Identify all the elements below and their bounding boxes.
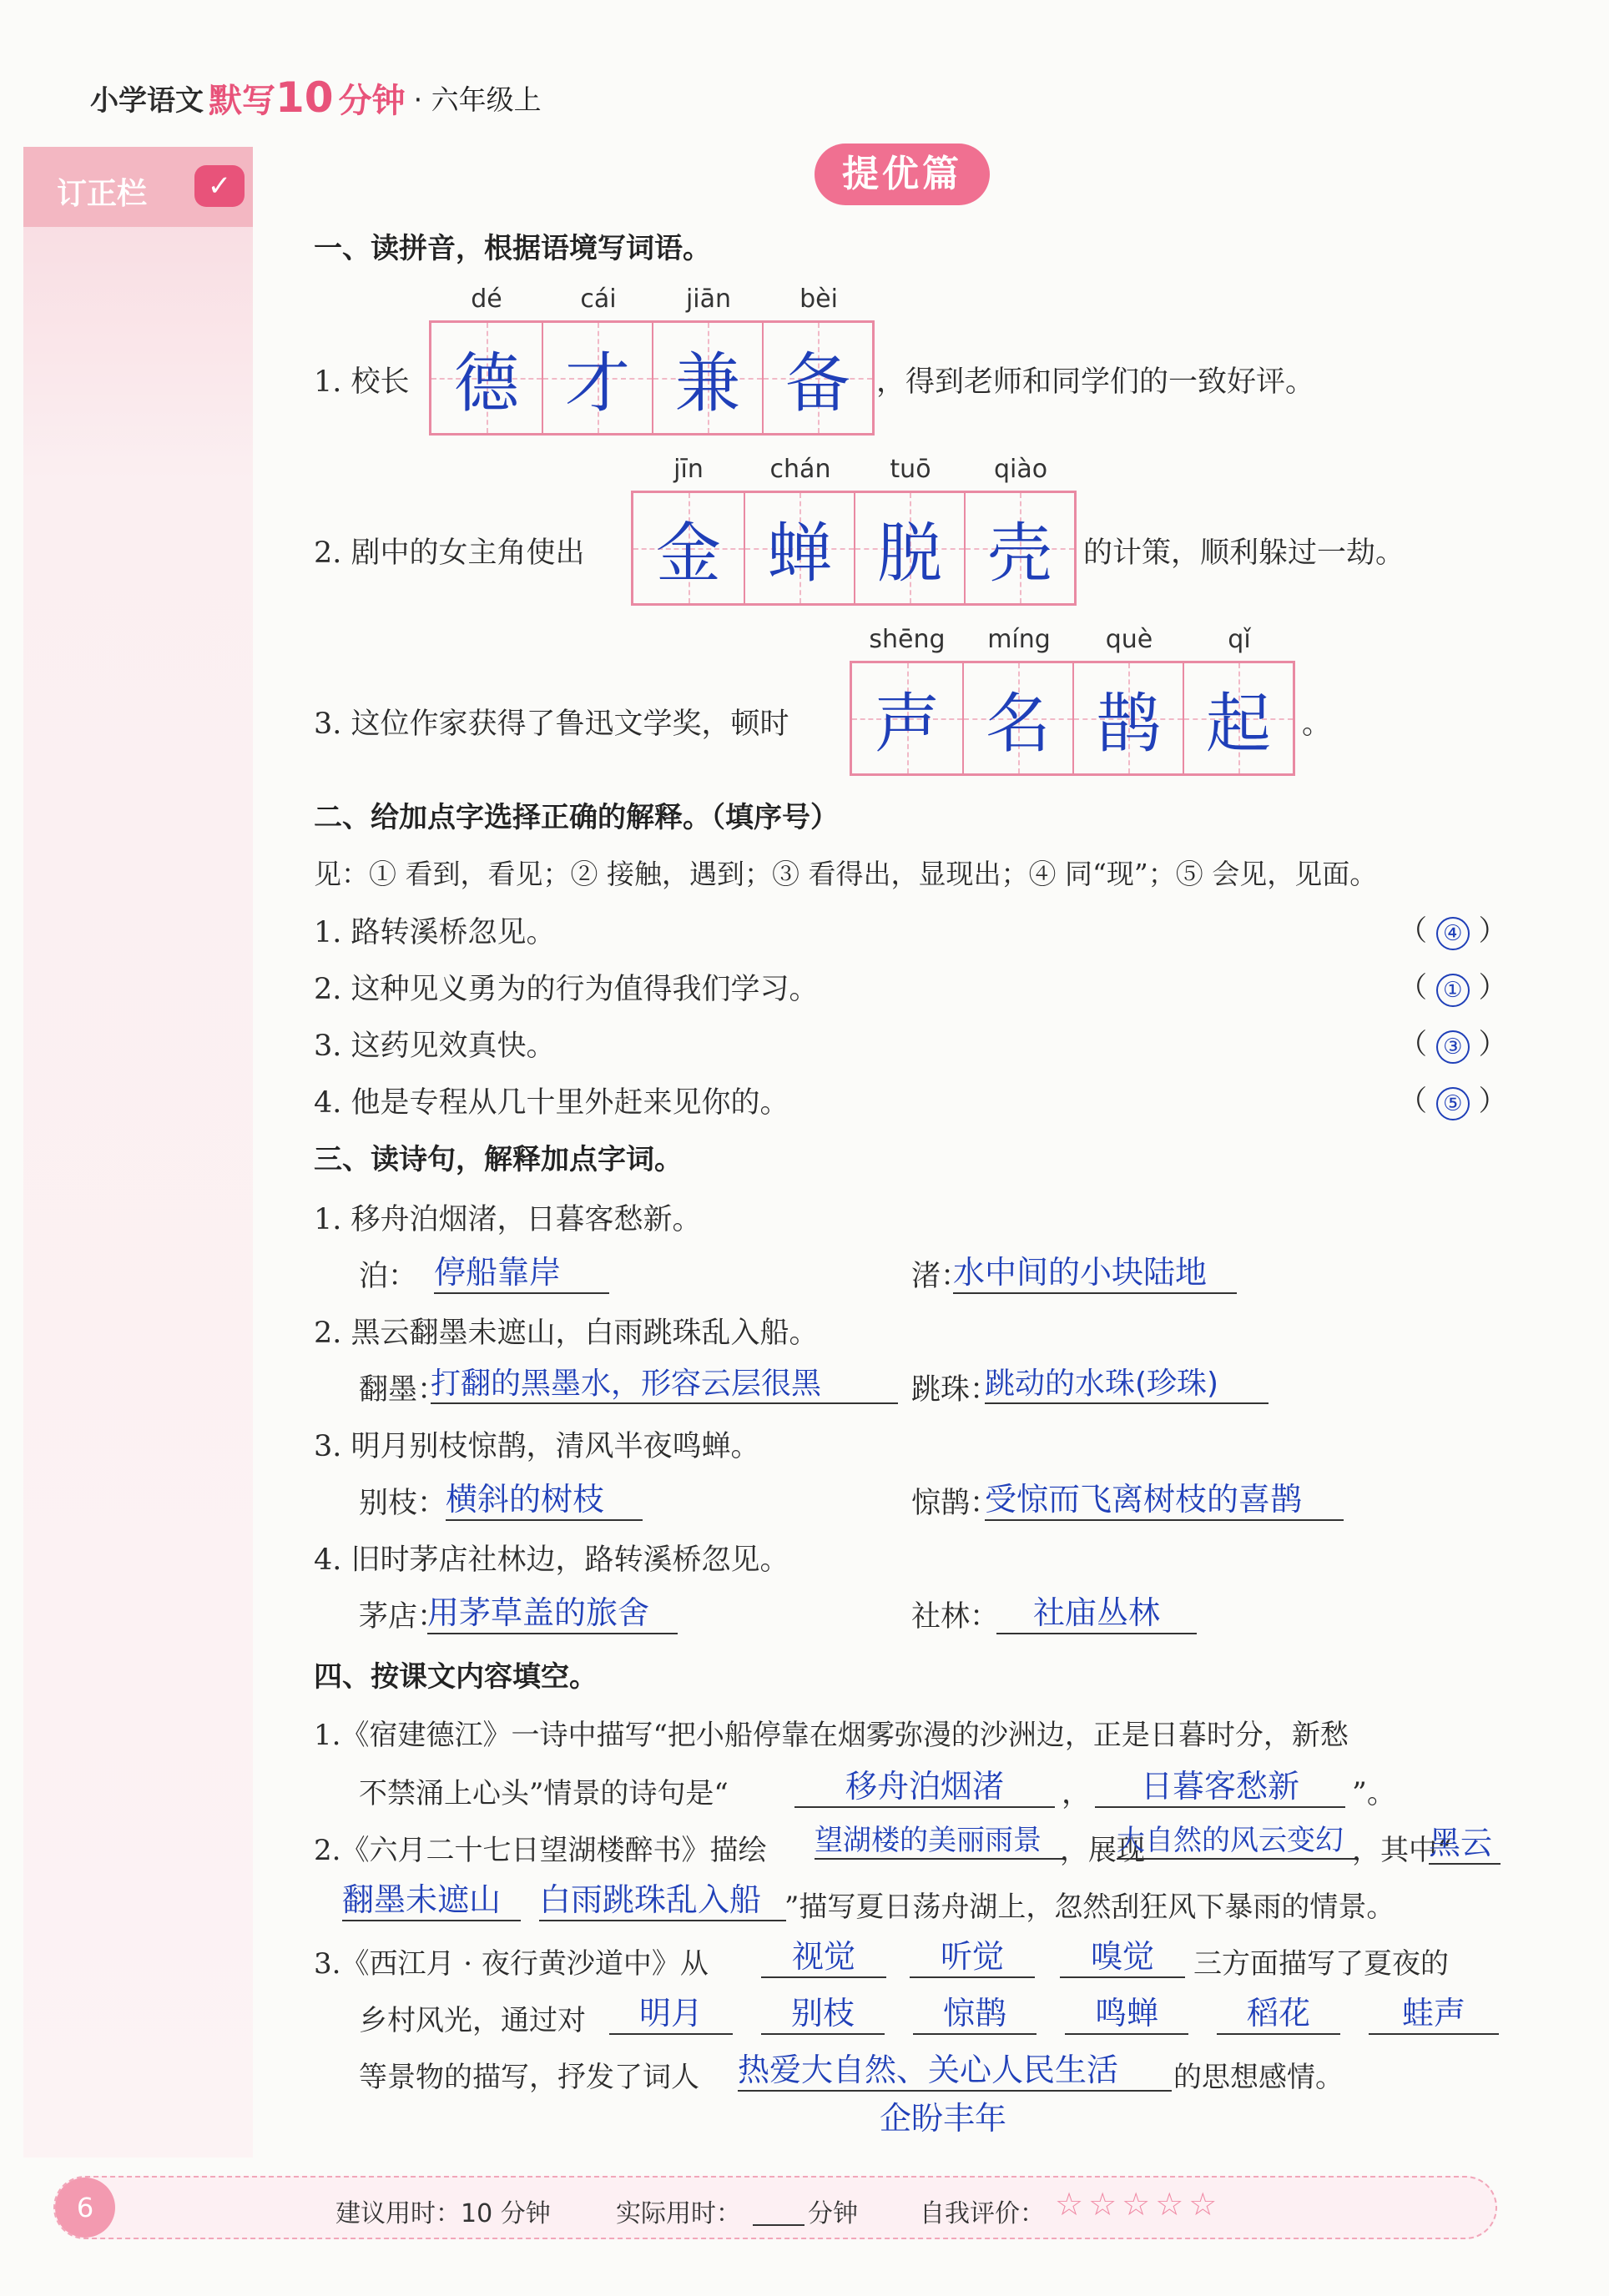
header-brand: 默写 [209,81,275,120]
check-icon: ✓ [194,165,245,207]
s3-answer: 横斜的树枝 [446,1473,643,1521]
s1-q3-prefix: 3. 这位作家获得了鲁迅文学奖，顿时 [314,707,789,741]
s3-answer: 打翻的黑墨水，形容云层很黑 [431,1360,898,1404]
self-eval-label: 自我评价： [920,2199,1045,2228]
s4-q2-answer-3: 黑云 [1429,1817,1501,1865]
header-grade: · 六年级上 [413,83,542,116]
pinyin: chán [769,455,831,484]
s1-q2-cell [633,455,744,603]
s1-q1-cell [542,284,652,433]
s3-answer: 跳动的水珠(珍珠) [985,1360,1269,1404]
book-header [90,73,542,122]
s1-q1-cell [762,284,872,433]
pinyin: tuō [890,455,931,484]
header-brand-suffix: 分钟 [338,81,406,120]
pinyin: bèi [799,284,838,314]
section-1-title: 一、读拼音，根据语境写词语。 [314,232,711,265]
s3-line-1: 1. 移舟泊烟渚，日暮客愁新。 [314,1203,702,1236]
s4-q3-mid-2: 乡村风光，通过对 [359,2004,586,2037]
s4-q3-item: 鸣蝉 [1065,1987,1188,2035]
s2-item-4: 4. 他是专程从几十里外赶来见你的。 [314,1086,789,1120]
s4-q1-sep: ， [1062,1777,1092,1810]
suggested-time: 建议用时：10 分钟 [335,2199,551,2228]
s4-q2-answer-2: 大自然的风云变幻 [1117,1817,1359,1860]
s4-q2-mid-2: ，其中“ [1352,1834,1452,1867]
s4-q1-answer-2: 日暮客愁新 [1095,1760,1345,1808]
answer-char: 德 [453,346,519,421]
answer-char: 脱 [876,516,942,592]
s1-q3-cell [852,625,962,773]
s2-definition: 见：① 看到，看见；② 接触，遇到；③ 看得出，显现出；④ 同“现”；⑤ 会见，见面。 [314,858,1378,890]
footer-bar [53,2176,1497,2239]
s1-q1-prefix: 1. 校长 [314,365,410,399]
s4-q1-answer-1: 移舟泊烟渚 [794,1760,1055,1808]
answer-char: 兼 [674,346,740,421]
s4-q2-suffix: ”描写夏日荡舟湖上，忽然刮狂风下暴雨的情景。 [784,1891,1395,1924]
s1-q1-cell [431,284,542,433]
section-2-title: 二、给加点字选择正确的解释。（填序号） [314,801,839,834]
s4-q3-item: 蛙声 [1369,1987,1499,2035]
s4-q3-extra-answer: 企盼丰年 [880,2100,1007,2137]
s4-q3-answer: 热爱大自然、关心人民生活 [738,2044,1172,2092]
header-prefix: 小学语文 [90,83,204,118]
s4-q2-answer-5: 白雨跳珠乱入船 [539,1874,786,1921]
s4-q3-prefix: 3.《西江月 · 夜行黄沙道中》从 [314,1947,709,1981]
s3-line-2: 2. 黑云翻墨未遮山，白雨跳珠乱入船。 [314,1317,819,1350]
s1-q3-cell [962,625,1072,773]
s4-q3-sense: 听觉 [910,1931,1035,1978]
s3-line-4: 4. 旧时茅店社林边，路转溪桥忽见。 [314,1543,789,1577]
s2-answer-4: （ ⑤ ） [1399,1078,1507,1120]
s1-q1-suffix: ，得到老师和同学们的一致好评。 [876,365,1315,399]
actual-time-unit: 分钟 [808,2199,858,2228]
answer: ③ [1436,1030,1470,1064]
s4-q3-sense: 嗅觉 [1060,1931,1185,1978]
actual-time-blank[interactable] [753,2224,804,2226]
s4-q3-mid-1: 三方面描写了夏夜的 [1193,1947,1449,1981]
pinyin: jiān [685,284,732,314]
s1-q2-cell [744,455,854,603]
s3-answer: 水中间的小块陆地 [953,1246,1237,1294]
s3-key: 茅店： [359,1600,447,1634]
s3-key: 渚： [911,1260,971,1293]
s3-key: 跳珠： [911,1373,1000,1407]
s4-q2-mid-1: ，展现 [1060,1834,1145,1867]
s4-q1-line-1: 1.《宿建德江》一诗中描写“把小船停靠在烟雾弥漫的沙洲边，正是日暮时分，新愁 [314,1719,1349,1752]
s3-line-3: 3. 明月别枝惊鹊，清风半夜鸣蝉。 [314,1430,760,1463]
s4-q3-item: 惊鹊 [913,1987,1037,2035]
answer-char: 名 [985,687,1051,762]
section-3-title: 三、读诗句，解释加点字词。 [314,1143,683,1176]
pinyin: qǐ [1228,625,1251,654]
s1-q2-cell [854,455,964,603]
s1-q2-suffix: 的计策，顺利躲过一劫。 [1083,536,1405,570]
answer-char: 金 [655,516,721,592]
s2-answer-3: （ ③ ） [1399,1021,1507,1064]
s4-q1-end: ”。 [1352,1777,1396,1810]
answer-char: 鹊 [1095,687,1161,762]
s4-q2-prefix: 2.《六月二十七日望湖楼醉书》描绘 [314,1834,767,1867]
s3-answer: 受惊而飞离树枝的喜鹊 [985,1473,1344,1521]
answer-char: 才 [564,346,630,421]
answer: ① [1436,974,1470,1007]
pinyin: shēng [869,625,946,654]
s1-q1-cell [652,284,762,433]
section-banner: 提优篇 [815,144,990,205]
answer: ⑤ [1436,1087,1470,1120]
s4-q1-line-2: 不禁涌上心头”情景的诗句是“ [359,1777,729,1810]
s2-item-2: 2. 这种见义勇为的行为值得我们学习。 [314,973,819,1006]
s4-q3-mid-3: 等景物的描写，抒发了词人 [359,2061,699,2094]
s4-q3-item: 别枝 [761,1987,885,2035]
s2-answer-2: （ ① ） [1399,964,1507,1007]
pinyin: jīn [673,455,704,484]
answer-char: 声 [874,687,940,762]
s4-q3-suffix: 的思想感情。 [1173,2061,1344,2094]
s2-item-1: 1. 路转溪桥忽见。 [314,916,556,949]
s1-q2-cell [964,455,1074,603]
s2-answer-1: （ ④ ） [1399,908,1507,950]
s3-answer: 用茅草盖的旅舍 [427,1587,678,1634]
s1-q2-prefix: 2. 剧中的女主角使出 [314,536,585,570]
s1-q1-grid [429,284,875,436]
s1-q3-cell [1183,625,1293,773]
correction-label: 订正栏 [57,177,148,211]
correction-sidebar [23,147,253,2158]
s1-q2-grid [631,455,1077,606]
section-4-title: 四、按课文内容填空。 [314,1660,598,1694]
answer-char: 壳 [986,516,1052,592]
s3-key: 社林： [911,1600,1000,1634]
pinyin: qiào [993,455,1048,484]
s4-q2-answer-4: 翻墨未遮山 [342,1874,521,1921]
s4-q3-item: 明月 [609,1987,733,2035]
answer-char: 备 [784,346,850,421]
s3-key: 别枝： [359,1487,447,1520]
answer: ④ [1436,917,1470,950]
correction-tab [23,147,253,227]
page-number: 6 [55,2178,115,2238]
pinyin: dé [471,284,502,314]
rating-stars-icon[interactable]: ☆☆☆☆☆ [1055,2186,1223,2223]
s3-answer: 停船靠岸 [434,1246,609,1294]
pinyin: què [1105,625,1153,654]
answer-char: 蝉 [766,516,832,592]
s1-q3-cell [1072,625,1183,773]
s1-q3-suffix: 。 [1302,707,1332,741]
s3-key: 泊： [359,1260,418,1293]
answer-char: 起 [1205,687,1271,762]
s3-key: 翻墨： [359,1373,447,1407]
s2-item-3: 3. 这药见效真快。 [314,1030,556,1063]
s3-answer: 社庙丛林 [996,1587,1197,1634]
s3-key: 惊鹊： [911,1487,1000,1520]
pinyin: míng [987,625,1051,654]
s4-q3-sense: 视觉 [761,1931,886,1978]
s1-q3-grid [850,625,1295,776]
pinyin: cái [580,284,617,314]
s4-q2-answer-1: 望湖楼的美丽雨景 [815,1817,1065,1860]
s4-q3-item: 稻花 [1217,1987,1340,2035]
actual-time-label: 实际用时： [616,2199,741,2228]
header-brand-number: 10 [275,73,334,122]
